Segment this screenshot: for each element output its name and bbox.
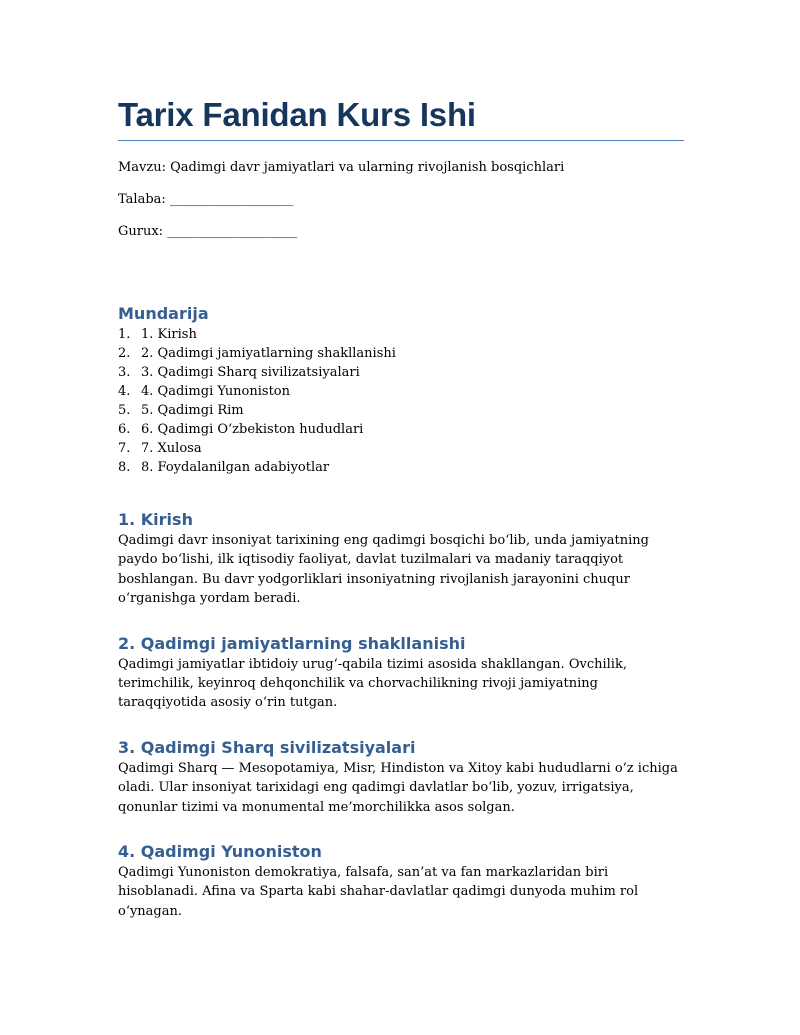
- toc-item-number: 6.: [118, 422, 131, 437]
- toc-item: [118, 458, 684, 477]
- section-heading: 2. Qadimgi jamiyatlarning shakllanishi: [118, 633, 466, 653]
- section-paragraph: Qadimgi Yunoniston demokratiya, falsafa, san’at va fan markazlaridan biri hisoblanadi. Afina va Sparta kabi shahar-davlatlar qadimgi dunyoda muhim rol o‘ynagan.: [118, 865, 639, 919]
- toc-item-number: 4.: [118, 384, 131, 399]
- group-line: Gurux: ____________________: [118, 224, 298, 239]
- toc-item: [118, 382, 684, 401]
- document-title: Tarix Fanidan Kurs Ishi: [118, 94, 684, 141]
- toc-item-number: 2.: [118, 346, 131, 361]
- toc-item-label: 8. Foydalanilgan adabiyotlar: [141, 460, 330, 475]
- student-line: Talaba: ___________________: [118, 192, 294, 207]
- section-qadimgi-yunoniston: [118, 841, 684, 921]
- section-paragraph: Qadimgi Sharq — Mesopotamiya, Misr, Hindiston va Xitoy kabi hududlarni o‘z ichiga oladi. Ular insoniyat tarixidagi eng qadimgi davlatlar bo‘lib, yozuv, irrigatsiya, qonunlar tizimi va monumental me’morchilikka asos solgan.: [118, 760, 678, 815]
- table-of-contents: [118, 325, 684, 477]
- document-page: [118, 94, 684, 921]
- toc-item: [118, 344, 684, 363]
- toc-item-label: 2. Qadimgi jamiyatlarning shakllanishi: [141, 346, 396, 361]
- section-paragraph: Qadimgi jamiyatlar ibtidoiy urug‘-qabila tizimi asosida shakllangan. Ovchilik, terimchilik, keyinroq dehqonchilik va chorvachilikning rivoji jamiyatning taraqqiyotida asosiy o‘rin tutgan.: [118, 656, 627, 711]
- section-paragraph: Qadimgi davr insoniyat tarixining eng qadimgi bosqichi bo‘lib, unda jamiyatning paydo bo‘lishi, ilk iqtisodiy faoliyat, davlat tuzilmalari va madaniy taraqqiyot boshlangan. Bu davr yodgorliklari insoniyatning rivojlanish jarayonini chuqur o‘rganishga yordam beradi.: [118, 533, 649, 607]
- toc-item-number: 1.: [118, 327, 131, 342]
- section-heading: 1. Kirish: [118, 510, 193, 529]
- section-qadimgi-jamiyatlar: [118, 633, 684, 713]
- toc-item-number: 8.: [118, 460, 131, 475]
- toc-item: [118, 401, 684, 420]
- toc-item-label: 3. Qadimgi Sharq sivilizatsiyalari: [141, 365, 360, 380]
- toc-item-label: 1. Kirish: [141, 327, 197, 342]
- section-heading: 4. Qadimgi Yunoniston: [118, 842, 322, 862]
- toc-item-number: 3.: [118, 365, 131, 380]
- toc-item: [118, 325, 684, 344]
- toc-item-label: 7. Xulosa: [141, 441, 202, 456]
- toc-item: [118, 363, 684, 382]
- toc-item-label: 4. Qadimgi Yunoniston: [141, 384, 291, 399]
- toc-item: [118, 439, 684, 458]
- toc-item: [118, 420, 684, 439]
- toc-heading: Mundarija: [118, 304, 209, 323]
- toc-item-number: 5.: [118, 403, 131, 418]
- section-kirish: [118, 509, 684, 609]
- section-qadimgi-sharq: [118, 737, 684, 817]
- toc-item-label: 5. Qadimgi Rim: [141, 403, 244, 418]
- toc-item-number: 7.: [118, 441, 131, 456]
- subject-line: Mavzu: Qadimgi davr jamiyatlari va ularning rivojlanish bosqichlari: [118, 160, 565, 175]
- toc-item-label: 6. Qadimgi O‘zbekiston hududlari: [141, 422, 364, 437]
- section-heading: 3. Qadimgi Sharq sivilizatsiyalari: [118, 737, 416, 757]
